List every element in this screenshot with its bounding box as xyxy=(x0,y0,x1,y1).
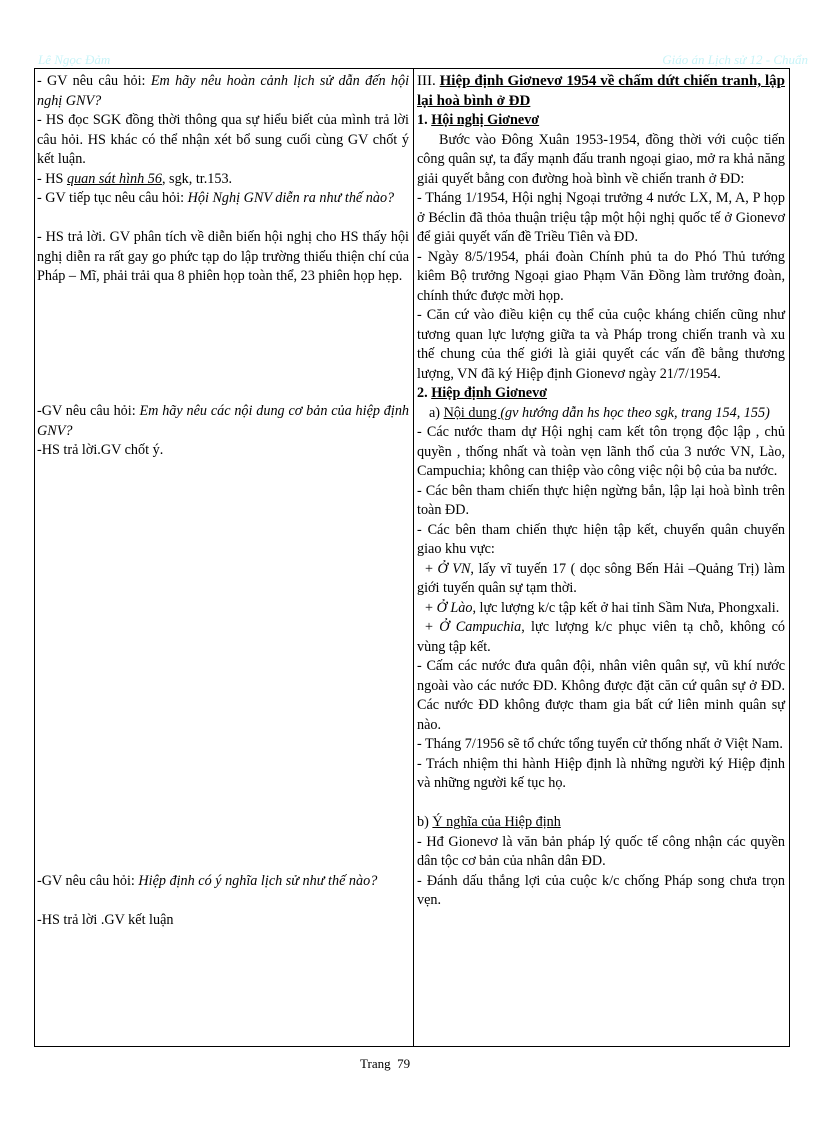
significance-item-2: - Đánh dấu thắng lợi của cuộc k/c chống Pháp song chưa trọn vẹn. xyxy=(417,872,785,908)
content-heading: a) Nội dung (gv hướng dẫn hs học theo sgk, trang 154, 155) xyxy=(429,404,770,421)
question-1: - GV nêu câu hỏi: Em hãy nêu hoàn cảnh lịch sử dẫn đến hội nghị GNV? xyxy=(37,73,410,109)
page-footer: Trang 79 xyxy=(360,1056,411,1071)
question-2: - GV tiếp tục nêu câu hỏi: Hội Nghị GNV diễn ra như thế nào? xyxy=(37,190,395,206)
significance-item-1: - Hđ Gionevơ là văn bản pháp lý quốc tế công nhận các quyền dân tộc cơ bản của nhân dân ĐD. xyxy=(417,833,785,869)
content-cambodia: + Ở Campuchia, lực lượng k/c phục viên tạ chỗ, không có vùng tập kết. xyxy=(417,619,785,655)
question-4: -GV nêu câu hỏi: Hiệp định có ý nghĩa lịch sử như thế nào? xyxy=(37,873,378,889)
student-answer-3: -HS trả lời.GV chốt ý. xyxy=(37,442,164,458)
column-divider xyxy=(413,69,414,1046)
question-3: -GV nêu câu hỏi: Em hãy nêu các nội dung cơ bản của hiệp định GNV? xyxy=(37,403,410,439)
lesson-table xyxy=(34,68,790,1047)
content-laos: + Ở Lào, lực lượng k/c tập kết ở hai tỉnh Sầm Nưa, Phongxali. xyxy=(425,599,780,616)
student-answer-4: -HS trả lời .GV kết luận xyxy=(37,912,174,928)
student-answer-2: - HS trả lời. GV phân tích về diễn biến hội nghị cho HS thấy hội nghị diễn ra rất gay go phức tạp do lập trường thiếu thiện chí của Pháp – Mĩ, phải trải qua 8 phiên họp toàn thể, 23 phiên họp hẹp. xyxy=(37,229,409,284)
header-title: Giáo án Lịch sử 12 - Chuẩn xyxy=(662,52,808,67)
header-author: Lê Ngọc Đảm xyxy=(38,52,111,67)
content-item-2: - Các bên tham chiến thực hiện ngừng bắn, lập lại hoà bình trên toàn ĐD. xyxy=(417,482,785,518)
content-item-5: - Tháng 7/1956 sẽ tổ chức tổng tuyển cử thống nhất ở Việt Nam. xyxy=(417,736,783,752)
content-column xyxy=(417,72,785,911)
observe-figure: - HS quan sát hình 56, sgk, tr.153. xyxy=(37,170,233,187)
subsection-2-heading: 2. Hiệp định Giơnevơ xyxy=(417,385,548,401)
content-vn: + Ở VN, lấy vĩ tuyến 17 ( dọc sông Bến Hải –Quảng Trị) làm giới tuyến quân sự tạm thời. xyxy=(417,560,785,596)
section-heading: III. Hiệp định Giơnevơ 1954 về chấm dứt chiến tranh, lập lại hoà bình ở ĐD xyxy=(417,73,785,109)
paragraph-berlin: - Tháng 1/1954, Hội nghị Ngoại trưởng 4 nước LX, M, A, P họp ở Béclin đã thỏa thuận triệu tập một hội nghị quốc tế ở Gionevơ để giải quyết vấn đề Triều Tiên và ĐD. xyxy=(417,190,785,245)
intro-paragraph: Bước vào Đông Xuân 1953-1954, đồng thời với cuộc tiến công quân sự, ta đẩy mạnh đấu tranh ngoại giao, mở ra khả năng giải quyết bằng con đường hoà bình về chiến tranh ở ĐD: xyxy=(417,131,785,187)
content-item-4: - Cấm các nước đưa quân đội, nhân viên quân sự, vũ khí nước ngoài vào các nước ĐD. Không được đặt căn cứ quân sự ở ĐD. Các nước ĐD không được tham gia bất cứ liên minh quân sự nào. xyxy=(417,658,785,733)
content-item-3: - Các bên tham chiến thực hiện tập kết, chuyển quân chuyển giao khu vực: xyxy=(417,521,785,557)
subsection-1-heading: 1. Hội nghị Giơnevơ xyxy=(417,112,540,128)
content-item-6: - Trách nhiệm thi hành Hiệp định là những người ký Hiệp định và những người kế tục họ. xyxy=(417,755,785,791)
student-answer-1: - HS đọc SGK đồng thời thông qua sự hiểu biết của mình trả lời câu hỏi. HS khác có thể nhận xét bổ sung cuối cùng GV chốt ý kết luận. xyxy=(37,112,409,167)
paragraph-delegation: - Ngày 8/5/1954, phái đoàn Chính phủ ta do Phó Thủ tướng kiêm Bộ trưởng Ngoại giao Phạm Văn Đồng làm trưởng đoàn, chính thức được mời họp. xyxy=(417,248,785,304)
paragraph-signing: - Căn cứ vào điều kiện cụ thể của cuộc kháng chiến cũng như tương quan lực lượng giữa ta và Pháp trong chiến tranh và xu thế chung của thế giới là giải quyết các vấn đề bằng thương lượng, VN đã ký Hiệp định Gionevơ ngày 21/7/1954. xyxy=(417,307,785,382)
significance-heading: b) Ý nghĩa của Hiệp định xyxy=(417,814,561,830)
content-item-1: - Các nước tham dự Hội nghị cam kết tôn trọng độc lập , chủ quyền , thống nhất và toàn vẹn lãnh thổ của 3 nước VN, Lào, Campuchia; không can thiệp vào công việc nội bộ của ba nước. xyxy=(417,424,785,479)
